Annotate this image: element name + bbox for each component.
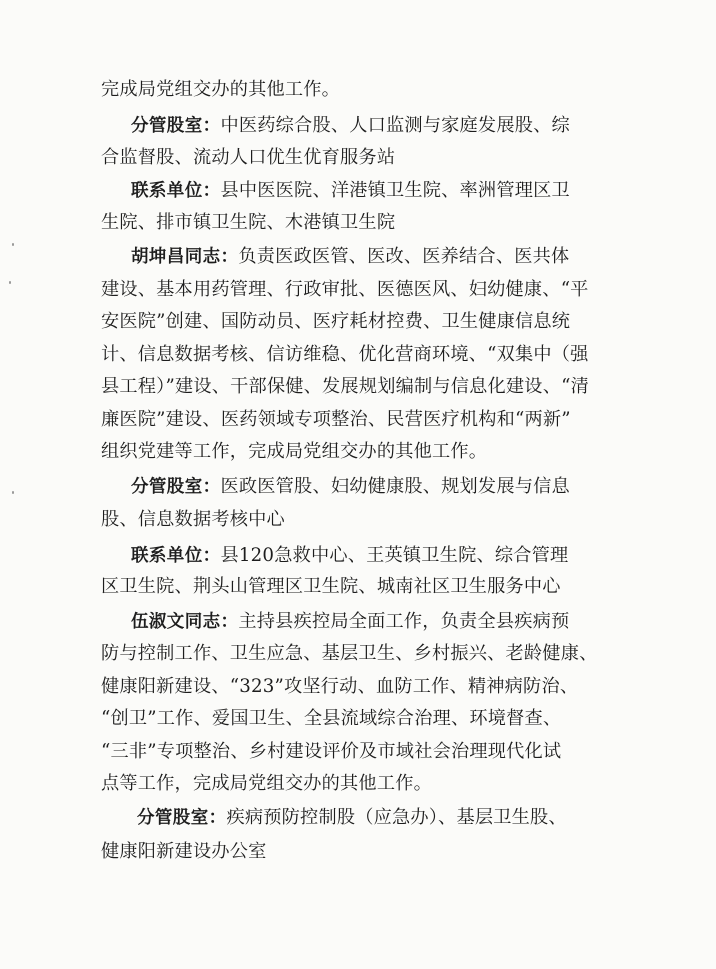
person-name-label: 伍淑文同志： <box>131 612 239 632</box>
line-text: 安医院”创建、国防动员、医疗耗材控费、卫生健康信息统 <box>101 311 571 332</box>
line-text: “创卫”工作、爱国卫生、全县流域综合治理、环境督查、 <box>101 708 562 729</box>
text-line <box>101 735 601 768</box>
line-text: 生院、排市镇卫生院、木港镇卫生院 <box>101 212 396 233</box>
line-text: 点等工作，完成局党组交办的其他工作。 <box>101 773 432 794</box>
text-line <box>101 702 601 735</box>
text-line <box>101 73 601 106</box>
line-text: 防与控制工作、卫生应急、基层卫生、乡村振兴、老龄健康、 <box>101 643 598 664</box>
text-line <box>137 801 601 834</box>
text-line <box>101 338 601 371</box>
section-label: 分管股室： <box>137 808 227 828</box>
text-line <box>131 109 601 142</box>
text-line <box>101 305 601 338</box>
section-label: 分管股室： <box>131 477 221 497</box>
text-line <box>131 470 601 503</box>
line-text: 疾病预防控制股（应急办）、基层卫生股、 <box>226 807 567 828</box>
line-text: 县120急救中心、王英镇卫生院、综合管理 <box>220 545 569 566</box>
section-label: 分管股室： <box>131 116 221 136</box>
line-text: 县中医医院、洋港镇卫生院、率洲管理区卫 <box>220 180 570 201</box>
text-line <box>101 370 601 403</box>
text-line <box>101 637 601 670</box>
text-line <box>131 240 601 273</box>
line-text: 组织党建等工作，完成局党组交办的其他工作。 <box>101 441 488 462</box>
text-line <box>131 539 601 572</box>
text-line <box>101 670 601 703</box>
text-line <box>131 605 601 638</box>
text-line <box>101 503 601 536</box>
line-text: 股、信息数据考核中心 <box>101 509 285 530</box>
line-text: 廉医院”建设、医药领域专项整治、民营医疗机构和“两新” <box>101 409 571 430</box>
text-line <box>101 835 601 868</box>
line-text: 县工程）”建设、干部保健、发展规划编制与信息化建设、“清 <box>101 376 589 397</box>
text-line <box>101 206 601 239</box>
line-text: 区卫生院、荆头山管理区卫生院、城南社区卫生服务中心 <box>101 576 561 597</box>
line-text: 健康阳新建设办公室 <box>101 841 267 862</box>
text-line <box>101 767 601 800</box>
scan-speck <box>9 281 11 284</box>
line-text: 合监督股、流动人口优生优育服务站 <box>101 147 396 168</box>
text-line <box>101 273 601 306</box>
text-line <box>101 403 601 436</box>
text-line <box>131 174 601 207</box>
person-name-label: 胡坤昌同志： <box>131 247 239 267</box>
text-line <box>101 435 601 468</box>
scan-speck <box>12 243 14 246</box>
line-text: 建设、基本用药管理、行政审批、医德医风、妇幼健康、“平 <box>101 279 589 300</box>
line-text: 主持县疾控局全面工作，负责全县疾病预 <box>238 611 570 632</box>
section-label: 联系单位： <box>131 546 221 566</box>
line-text: 计、信息数据考核、信访维稳、优化营商环境、“双集中（强 <box>101 344 589 365</box>
line-text: 完成局党组交办的其他工作。 <box>101 79 341 100</box>
line-text: “三非”专项整治、乡村建设评价及市域社会治理现代化试 <box>101 741 562 762</box>
text-line <box>101 141 601 174</box>
text-line <box>101 570 601 603</box>
section-label: 联系单位： <box>131 181 221 201</box>
line-text: 中医药综合股、人口监测与家庭发展股、综 <box>220 115 570 136</box>
line-text: 健康阳新建设、“323”攻坚行动、血防工作、精神病防治、 <box>101 676 579 697</box>
scan-speck <box>12 491 14 494</box>
line-text: 负责医政医管、医改、医养结合、医共体 <box>238 246 570 267</box>
line-text: 医政医管股、妇幼健康股、规划发展与信息 <box>220 476 570 497</box>
